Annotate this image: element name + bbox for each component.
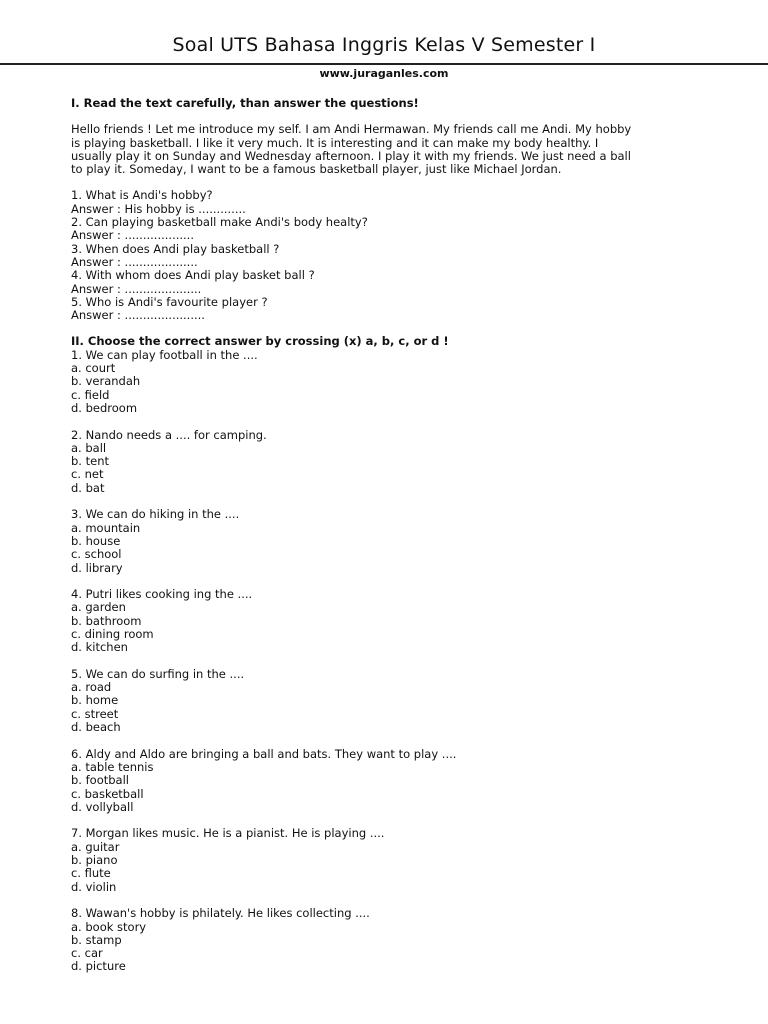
- passage-line: Hello friends ! Let me introduce my self. I am Andi Hermawan. My friends call me Andi. My hobby: [71, 122, 632, 137]
- mc-question-4: [71, 588, 731, 654]
- essay-question: 2. Can playing basketball make Andi's body healty?: [71, 215, 368, 230]
- mc-option: b. home: [71, 693, 119, 708]
- essay-question: 3. When does Andi play basketball ?: [71, 241, 280, 256]
- mc-question-text: 4. Putri likes cooking ing the ....: [71, 587, 253, 602]
- section2-heading: II. Choose the correct answer by crossing (x) a, b, c, or d !: [71, 334, 449, 349]
- mc-option: a. garden: [71, 600, 126, 615]
- mc-option: c. field: [71, 387, 110, 402]
- essay-answer: Answer : .....................: [71, 281, 202, 296]
- mc-option: b. piano: [71, 853, 118, 868]
- mc-question-3: [71, 508, 731, 574]
- essay-answer: Answer : His hobby is .............: [71, 201, 246, 216]
- mc-option: a. road: [71, 680, 112, 695]
- mc-option: c. car: [71, 946, 103, 961]
- mc-option: d. vollyball: [71, 799, 134, 814]
- mc-option: a. ball: [71, 440, 107, 455]
- mc-question-text: 7. Morgan likes music. He is a pianist. He is playing ....: [71, 826, 385, 841]
- mc-question-7: [71, 827, 731, 893]
- essay-question: 5. Who is Andi's favourite player ?: [71, 294, 268, 309]
- website-label: www.juraganles.com: [319, 67, 449, 80]
- essay-answer: Answer : ....................: [71, 254, 198, 269]
- mc-option: a. court: [71, 361, 116, 376]
- mc-option: d. kitchen: [71, 640, 128, 655]
- mc-question-6: [71, 748, 731, 814]
- mc-question-5: [71, 668, 731, 734]
- mc-option: d. picture: [71, 959, 126, 974]
- worksheet-content: [71, 97, 731, 987]
- mc-option: a. mountain: [71, 520, 141, 535]
- mc-option: c. school: [71, 547, 122, 562]
- mc-option: c. basketball: [71, 786, 144, 801]
- mc-option: b. stamp: [71, 932, 122, 947]
- mc-option: a. guitar: [71, 839, 120, 854]
- mc-question-text: 8. Wawan's hobby is philately. He likes collecting ....: [71, 906, 370, 921]
- mc-option: b. bathroom: [71, 613, 142, 628]
- mc-option: b. football: [71, 773, 129, 788]
- mc-option: a. table tennis: [71, 759, 154, 774]
- reading-passage: [71, 123, 731, 176]
- mc-option: d. bat: [71, 480, 105, 495]
- page-title: Soal UTS Bahasa Inggris Kelas V Semester I: [172, 34, 596, 56]
- essay-question: 1. What is Andi's hobby?: [71, 188, 213, 203]
- mc-question-8: [71, 907, 731, 973]
- mc-question-text: 1. We can play football in the ....: [71, 347, 258, 362]
- mc-option: b. verandah: [71, 374, 141, 389]
- mc-option: d. beach: [71, 720, 121, 735]
- mc-option: d. bedroom: [71, 400, 138, 415]
- mc-question-text: 5. We can do surfing in the ....: [71, 666, 245, 681]
- passage-line: is playing basketball. I like it very much. It is interesting and it can make my body healthy. I: [71, 135, 599, 150]
- mc-option: d. violin: [71, 879, 117, 894]
- passage-line: to play it. Someday, I want to be a famous basketball player, just like Michael Jordan.: [71, 162, 562, 177]
- essay-answer: Answer : ...................: [71, 228, 194, 243]
- passage-line: usually play it on Sunday and Wednesday afternoon. I play it with my friends. We just need a ball: [71, 148, 631, 163]
- essay-question: 4. With whom does Andi play basket ball ?: [71, 268, 315, 283]
- mc-option: c. street: [71, 706, 119, 721]
- mc-option: c. flute: [71, 866, 111, 881]
- mc-question-1: [71, 349, 731, 415]
- title-divider: [0, 63, 768, 65]
- essay-questions: [71, 189, 731, 322]
- mc-option: c. net: [71, 467, 104, 482]
- mc-option: d. library: [71, 560, 123, 575]
- mc-question-text: 6. Aldy and Aldo are bringing a ball and bats. They want to play ....: [71, 746, 457, 761]
- essay-answer: Answer : ......................: [71, 308, 205, 323]
- mc-question-text: 3. We can do hiking in the ....: [71, 507, 240, 522]
- mc-option: a. book story: [71, 919, 147, 934]
- mc-question-2: [71, 429, 731, 495]
- section1-heading: I. Read the text carefully, than answer the questions!: [71, 96, 419, 110]
- mc-question-text: 2. Nando needs a .... for camping.: [71, 427, 267, 442]
- mc-option: c. dining room: [71, 626, 154, 641]
- mc-option: b. tent: [71, 454, 109, 469]
- mc-option: b. house: [71, 533, 121, 548]
